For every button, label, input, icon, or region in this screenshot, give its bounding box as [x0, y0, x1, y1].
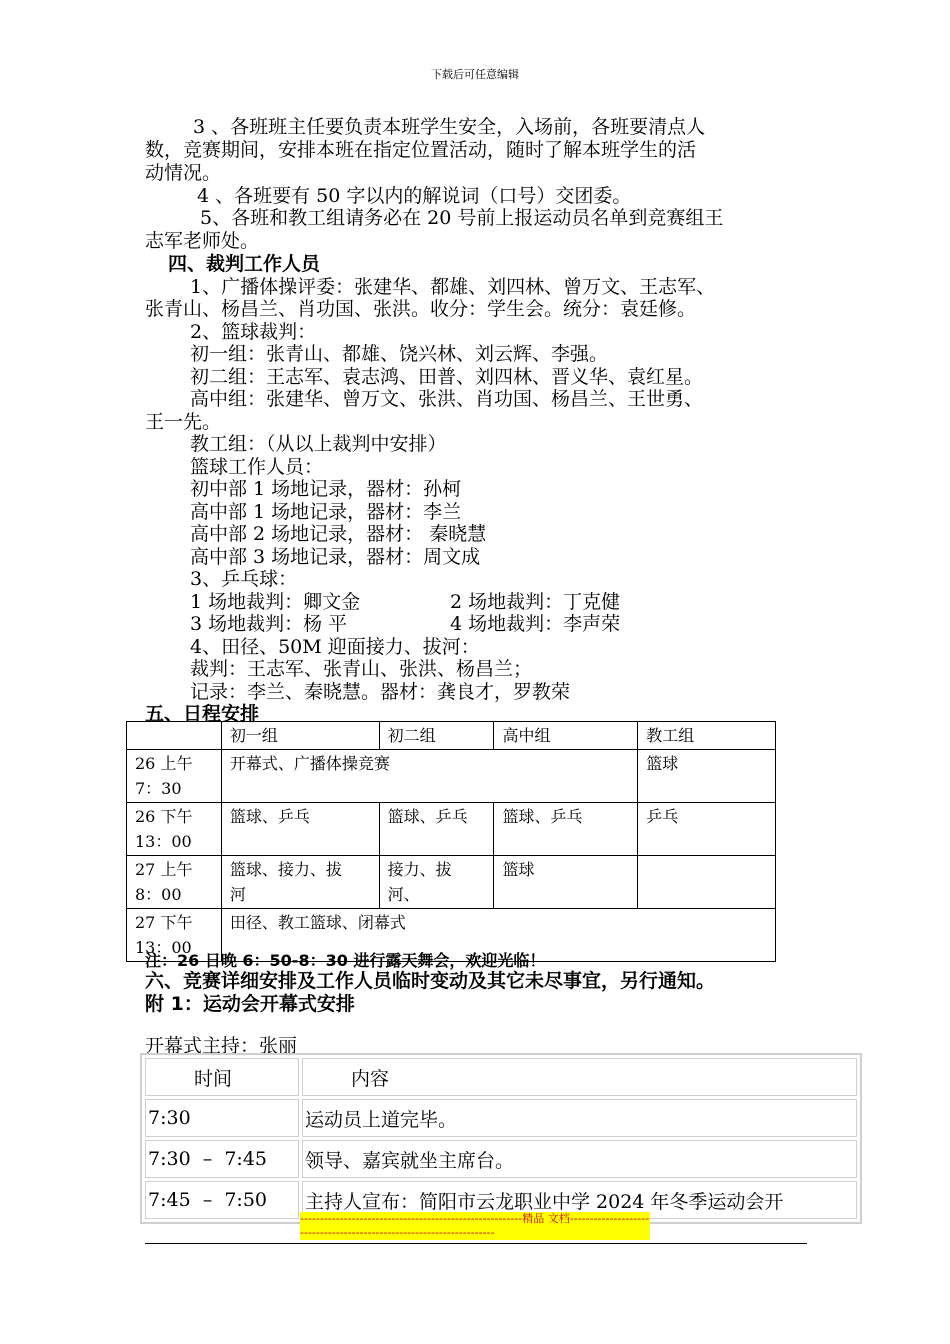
table-cell: 乒乓	[638, 803, 776, 856]
text-line: 高中部 3 场地记录，器材：周文成	[190, 546, 481, 568]
table-row	[127, 803, 776, 856]
text-line: 2 场地裁判：丁克健	[450, 591, 621, 613]
text-line: 高中部 1 场地记录，器材：李兰	[190, 501, 462, 523]
time-cell: 26 下午 13：00	[127, 803, 222, 856]
schedule-table	[126, 721, 776, 962]
column-header: 内容	[302, 1058, 857, 1096]
column-header: 初二组	[379, 722, 494, 750]
text-line: 裁判：王志军、张青山、张洪、杨昌兰；	[190, 658, 533, 680]
table-cell: 篮球、乒乓	[494, 803, 638, 856]
section-heading: 五、日程安排	[145, 703, 260, 725]
text-line: 初中部 1 场地记录，器材：孙柯	[190, 478, 462, 500]
text-line: 4、田径、50M 迎面接力、拔河：	[190, 636, 480, 658]
text-line: 记录：李兰、秦晓慧。器材：龚良才，罗教荣	[190, 681, 571, 703]
text-line: 初二组：王志军、袁志鸿、田普、刘四林、晋义华、袁红星。	[190, 366, 704, 388]
text-line: 王一先。	[145, 411, 222, 433]
column-header: 高中组	[494, 722, 638, 750]
time-cell: 7:45 – 7:50	[145, 1181, 299, 1219]
text-line: 1 场地裁判：卿文金	[190, 591, 361, 613]
footer-watermark: --------------------------------------------------------精品 文档---------------------------------------------------------------------	[300, 1212, 650, 1239]
table-cell: 篮球、接力、拔 河	[221, 856, 379, 909]
text-line: 3 场地裁判：杨 平	[190, 613, 348, 635]
text-line: 篮球工作人员：	[190, 456, 324, 478]
text-line: 动情况。	[145, 162, 222, 184]
column-header: 教工组	[638, 722, 776, 750]
table-header-row	[145, 1058, 857, 1096]
page-header: 下载后可任意编辑	[431, 68, 519, 81]
schedule-note: 注：26 日晚 6：50-8：30 进行露天舞会，欢迎光临！	[145, 951, 546, 970]
table-cell: 田径、教工篮球、闭幕式	[221, 909, 775, 962]
table-cell: 篮球	[494, 856, 638, 909]
text-line: 4 场地裁判：李声荣	[450, 613, 621, 635]
table-row	[127, 856, 776, 909]
text-line: 初一组：张青山、都雄、饶兴林、刘云辉、李强。	[190, 343, 609, 365]
table-cell: 篮球、乒乓	[221, 803, 379, 856]
column-header: 初一组	[221, 722, 379, 750]
content-cell: 主持人宣布：简阳市云龙职业中学 2024 年冬季运动会开	[302, 1181, 857, 1219]
text-line: 高中部 2 场地记录，器材： 秦晓慧	[190, 523, 487, 545]
time-cell: 7:30 – 7:45	[145, 1140, 299, 1178]
time-cell: 27 下午 13：00	[127, 909, 222, 962]
table-row	[127, 750, 776, 803]
text-line: 数，竞赛期间，安排本班在指定位置活动，随时了解本班学生的活	[145, 139, 697, 161]
table-cell: 篮球、乒乓	[379, 803, 494, 856]
appendix-title: 附 1：运动会开幕式安排	[145, 993, 355, 1015]
table-row	[145, 1099, 857, 1137]
text-line: 1、广播体操评委：张建华、都雄、刘四林、曾万文、王志军、	[190, 276, 716, 298]
time-cell: 26 上午 7：30	[127, 750, 222, 803]
footer-rule	[145, 1243, 807, 1244]
section-six: 六、竞赛详细安排及工作人员临时变动及其它未尽事宜，另行通知。	[145, 970, 716, 992]
text-line: 教工组：（从以上裁判中安排）	[190, 433, 447, 455]
text-line: 3、乒乓球：	[190, 568, 298, 590]
section-heading: 四、裁判工作人员	[168, 253, 321, 275]
table-cell: 开幕式、广播体操竞赛	[221, 750, 637, 803]
opening-ceremony-table	[140, 1053, 862, 1224]
table-cell	[638, 856, 776, 909]
text-line: 2、篮球裁判：	[190, 321, 317, 343]
text-line: 高中组：张建华、曾万文、张洪、肖功国、杨昌兰、王世勇、	[190, 388, 704, 410]
text-line: 4 、各班要有 50 字以内的解说词（口号）交团委。	[197, 185, 632, 207]
table-cell: 接力、拔 河、	[379, 856, 494, 909]
content-cell: 运动员上道完毕。	[302, 1099, 857, 1137]
column-header: 时间	[145, 1058, 299, 1096]
text-line: 3 、各班班主任要负责本班学生安全，入场前，各班要清点人	[193, 116, 706, 138]
text-line: 张青山、杨昌兰、肖功国、张洪。收分：学生会。统分：袁廷修。	[145, 298, 697, 320]
table-header-row	[127, 722, 776, 750]
text-line: 志军老师处。	[145, 230, 260, 252]
text-line: 5、各班和教工组请务必在 20 号前上报运动员名单到竞赛组王	[200, 207, 724, 229]
time-cell: 27 上午 8：00	[127, 856, 222, 909]
opening-host: 开幕式主持：张丽	[145, 1035, 298, 1057]
time-cell: 7:30	[145, 1099, 299, 1137]
column-header	[127, 722, 222, 750]
content-cell: 领导、嘉宾就坐主席台。	[302, 1140, 857, 1178]
table-cell: 篮球	[638, 750, 776, 803]
table-row	[145, 1140, 857, 1178]
